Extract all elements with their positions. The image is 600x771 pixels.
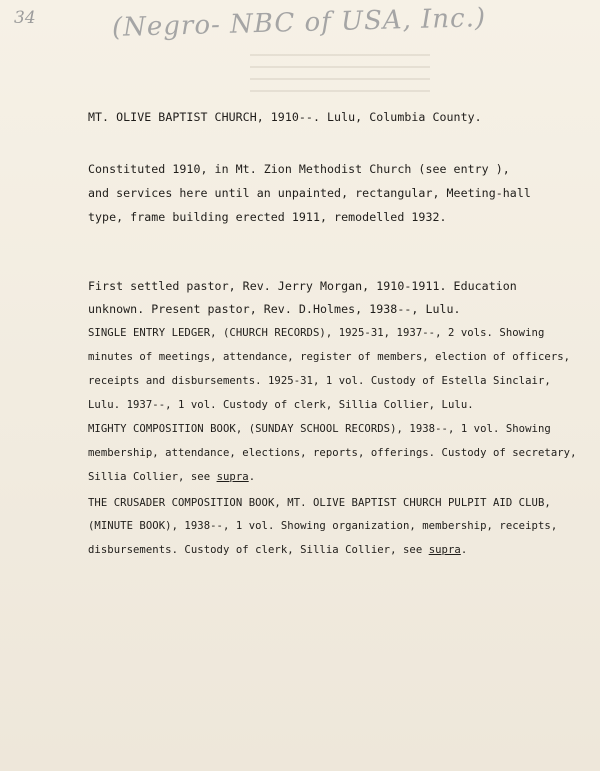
supra-reference: supra xyxy=(216,471,249,483)
crusader-line-3 xyxy=(88,544,467,556)
history-line-2: and services here until an unpainted, rectangular, Meeting-hall xyxy=(88,186,531,200)
pastors-line-2: unknown. Present pastor, Rev. D.Holmes, 1938--, Lulu. xyxy=(88,302,461,316)
handwritten-annotation: (Negro- NBC of USA, Inc.) xyxy=(111,3,487,43)
supra-reference: supra xyxy=(428,544,461,556)
supra-period: . xyxy=(460,544,468,556)
composition-line-3-text: Sillia Collier, see xyxy=(88,471,217,483)
ledger-line-1: SINGLE ENTRY LEDGER, (CHURCH RECORDS), 1925-31, 1937--, 2 vols. Showing xyxy=(88,327,545,339)
church-heading: MT. OLIVE BAPTIST CHURCH, 1910--. Lulu, Columbia County. xyxy=(88,110,482,124)
history-line-1: Constituted 1910, in Mt. Zion Methodist Church (see entry ), xyxy=(88,162,510,176)
supra-period: . xyxy=(248,471,256,483)
margin-note: 34 xyxy=(14,8,36,28)
composition-line-2: membership, attendance, elections, reports, offerings. Custody of secretary, xyxy=(88,447,577,459)
bleed-through-marks xyxy=(250,54,430,102)
pastors-line-1: First settled pastor, Rev. Jerry Morgan, 1910-1911. Education xyxy=(88,279,517,293)
ledger-line-4: Lulu. 1937--, 1 vol. Custody of clerk, Sillia Collier, Lulu. xyxy=(88,399,474,411)
ledger-line-3: receipts and disbursements. 1925-31, 1 vol. Custody of Estella Sinclair, xyxy=(88,375,551,387)
history-line-3: type, frame building erected 1911, remodelled 1932. xyxy=(88,210,447,224)
crusader-line-1: THE CRUSADER COMPOSITION BOOK, MT. OLIVE BAPTIST CHURCH PULPIT AID CLUB, xyxy=(88,497,551,509)
ledger-line-2: minutes of meetings, attendance, register of members, election of officers, xyxy=(88,351,571,363)
crusader-line-2: (MINUTE BOOK), 1938--, 1 vol. Showing organization, membership, receipts, xyxy=(88,520,558,532)
composition-line-1: MIGHTY COMPOSITION BOOK, (SUNDAY SCHOOL RECORDS), 1938--, 1 vol. Showing xyxy=(88,423,551,435)
crusader-line-3-text: disbursements. Custody of clerk, Sillia Collier, see xyxy=(88,544,429,556)
composition-line-3 xyxy=(88,471,255,483)
